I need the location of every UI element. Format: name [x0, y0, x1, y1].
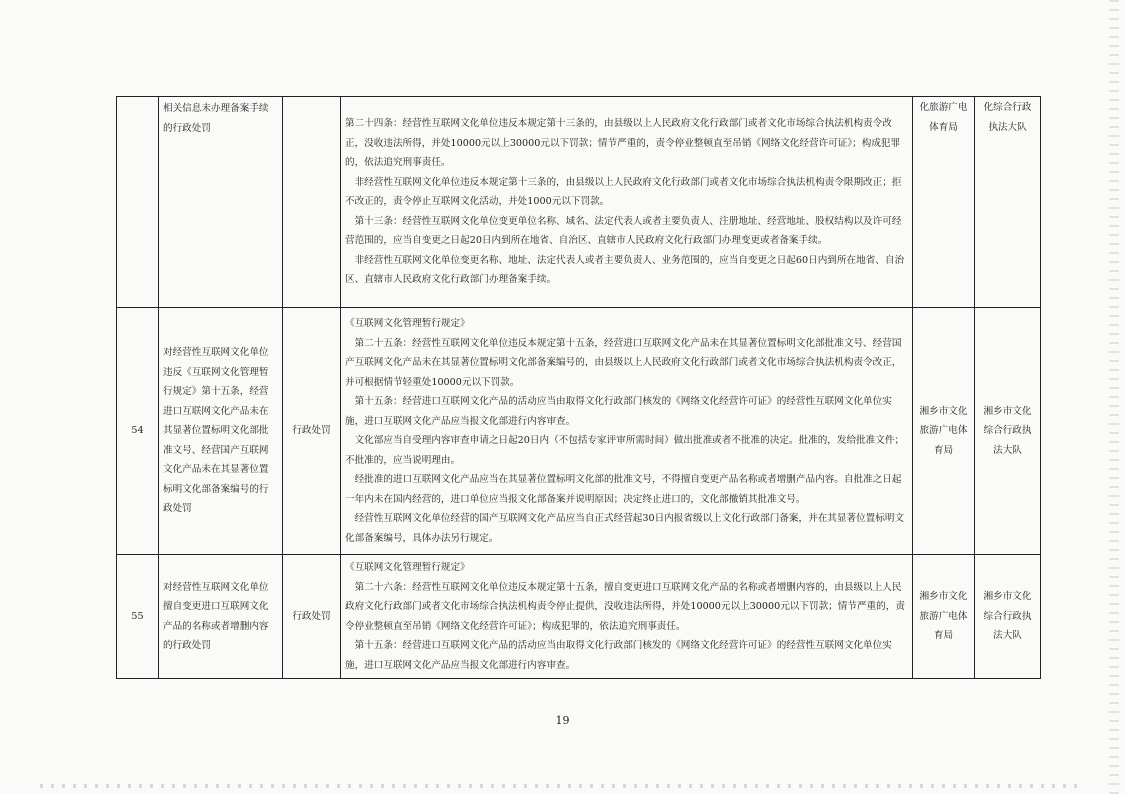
- item-type: 行政处罚: [283, 555, 341, 679]
- table-row: [117, 308, 1041, 555]
- responsible-department: 化旅游广电体育局: [913, 97, 975, 308]
- row-number: 54: [117, 308, 159, 555]
- responsible-department: 湘乡市文化旅游广电体育局: [913, 308, 975, 555]
- basis-paragraph: 第二十五条：经营性互联网文化单位违反本规定第十五条，经营进口互联网文化产品未在其显著位置标明文化部批准文号、经营国产互联网文化产品未在其显著位置标明文化部备案编号的，由县级以上人民政府文化行政部门或者文化市场综合执法机构责令改正，并可根据情节轻重处10000元以下罚款。: [345, 337, 902, 388]
- basis-paragraph: 《互联网文化管理暂行规定》: [345, 318, 470, 329]
- penalty-table: [116, 96, 1041, 679]
- scan-edge-marks: [1109, 0, 1119, 794]
- basis-paragraph: 第十三条：经营性互联网文化单位变更单位名称、域名、法定代表人或者主要负责人、注册地址、经营地址、股权结构以及许可经营范围的，应当自变更之日起20日内到所在地省、自治区、直辖市人民政府文化行政部门办理变更或者备案手续。: [345, 215, 902, 247]
- item-type: 行政处罚: [283, 308, 341, 555]
- enforcement-unit: 湘乡市文化综合行政执法大队: [975, 555, 1041, 679]
- item-type: [283, 97, 341, 308]
- basis-paragraph: 经营性互联网文化单位经营的国产互联网文化产品应当自正式经营起30日内报省级以上文化行政部门备案，并在其显著位置标明文化部备案编号，具体办法另行规定。: [345, 513, 905, 544]
- page-number: 19: [555, 714, 570, 727]
- enforcement-unit: 湘乡市文化综合行政执法大队: [975, 308, 1041, 555]
- basis-paragraph: 经批准的进口互联网文化产品应当在其显著位置标明文化部的批准文号，不得擅自变更产品名称或者增删产品内容。自批准之日起一年内未在国内经营的，进口单位应当报文化部备案并说明原因；决定终止进口的，文化部撤销其批准文号。: [345, 474, 902, 505]
- basis-paragraph: 第二十六条：经营性互联网文化单位违反本规定第十五条，擅自变更进口互联网文化产品的名称或者增删内容的，由县级以上人民政府文化行政部门或者文化市场综合执法机构责令停止提供，没收违法所得，并处10000元以上30000元以下罚款；情节严重的，责令停业整顿直至吊销《网络文化经营许可证》；构成犯罪的，依法追究刑事责任。: [345, 581, 905, 632]
- basis-paragraph: 第十五条：经营进口互联网文化产品的活动应当由取得文化行政部门核发的《网络文化经营许可证》的经营性互联网文化单位实施，进口互联网文化产品应当报文化部进行内容审查。: [345, 396, 892, 427]
- row-number: [117, 97, 159, 308]
- table-row: [117, 97, 1041, 308]
- basis-paragraph: 第十五条：经营进口互联网文化产品的活动应当由取得文化行政部门核发的《网络文化经营许可证》的经营性互联网文化单位实施，进口互联网文化产品应当报文化部进行内容审查。: [345, 640, 892, 671]
- item-name: 对经营性互联网文化单位擅自变更进口互联网文化产品的名称或者增删内容的行政处罚: [159, 555, 283, 679]
- basis-paragraph: 非经营性互联网文化单位变更名称、地址、法定代表人或者主要负责人、业务范围的，应当自变更之日起60日内到所在地省、自治区、直辖市人民政府文化行政部门办理备案手续。: [345, 254, 905, 286]
- legal-basis: [341, 97, 913, 308]
- legal-basis: [341, 308, 913, 555]
- scan-bottom-noise: [40, 784, 1085, 788]
- row-number: 55: [117, 555, 159, 679]
- item-name: 对经营性互联网文化单位违反《互联网文化管理暂行规定》第十五条，经营进口互联网文化产品未在其显著位置标明文化部批准文号、经营国产互联网文化产品未在其显著位置标明文化部备案编号的行政处罚: [159, 308, 283, 555]
- basis-paragraph: 非经营性互联网文化单位违反本规定第十三条的，由县级以上人民政府文化行政部门或者文化市场综合执法机构责令限期改正；拒不改正的，责令停止互联网文化活动，并处1000元以下罚款。: [345, 176, 902, 208]
- responsible-department: 湘乡市文化旅游广电体育局: [913, 555, 975, 679]
- table-row: [117, 555, 1041, 679]
- legal-basis: [341, 555, 913, 679]
- basis-paragraph: 《互联网文化管理暂行规定》: [345, 562, 470, 573]
- item-name: 相关信息未办理备案手续的行政处罚: [159, 97, 283, 308]
- enforcement-unit: 化综合行政执法大队: [975, 97, 1041, 308]
- basis-paragraph: 文化部应当自受理内容审查申请之日起20日内（不包括专家评审所需时间）做出批准或者不批准的决定。批准的，发给批准文件；不批准的，应当说明理由。: [345, 435, 905, 466]
- basis-paragraph: 第二十四条：经营性互联网文化单位违反本规定第十三条的，由县级以上人民政府文化行政部门或者文化市场综合执法机构责令改正，没收违法所得，并处10000元以上30000元以下罚款；情节严重的，责令停业整顿直至吊销《网络文化经营许可证》；构成犯罪的，依法追究刑事责任。: [345, 118, 901, 169]
